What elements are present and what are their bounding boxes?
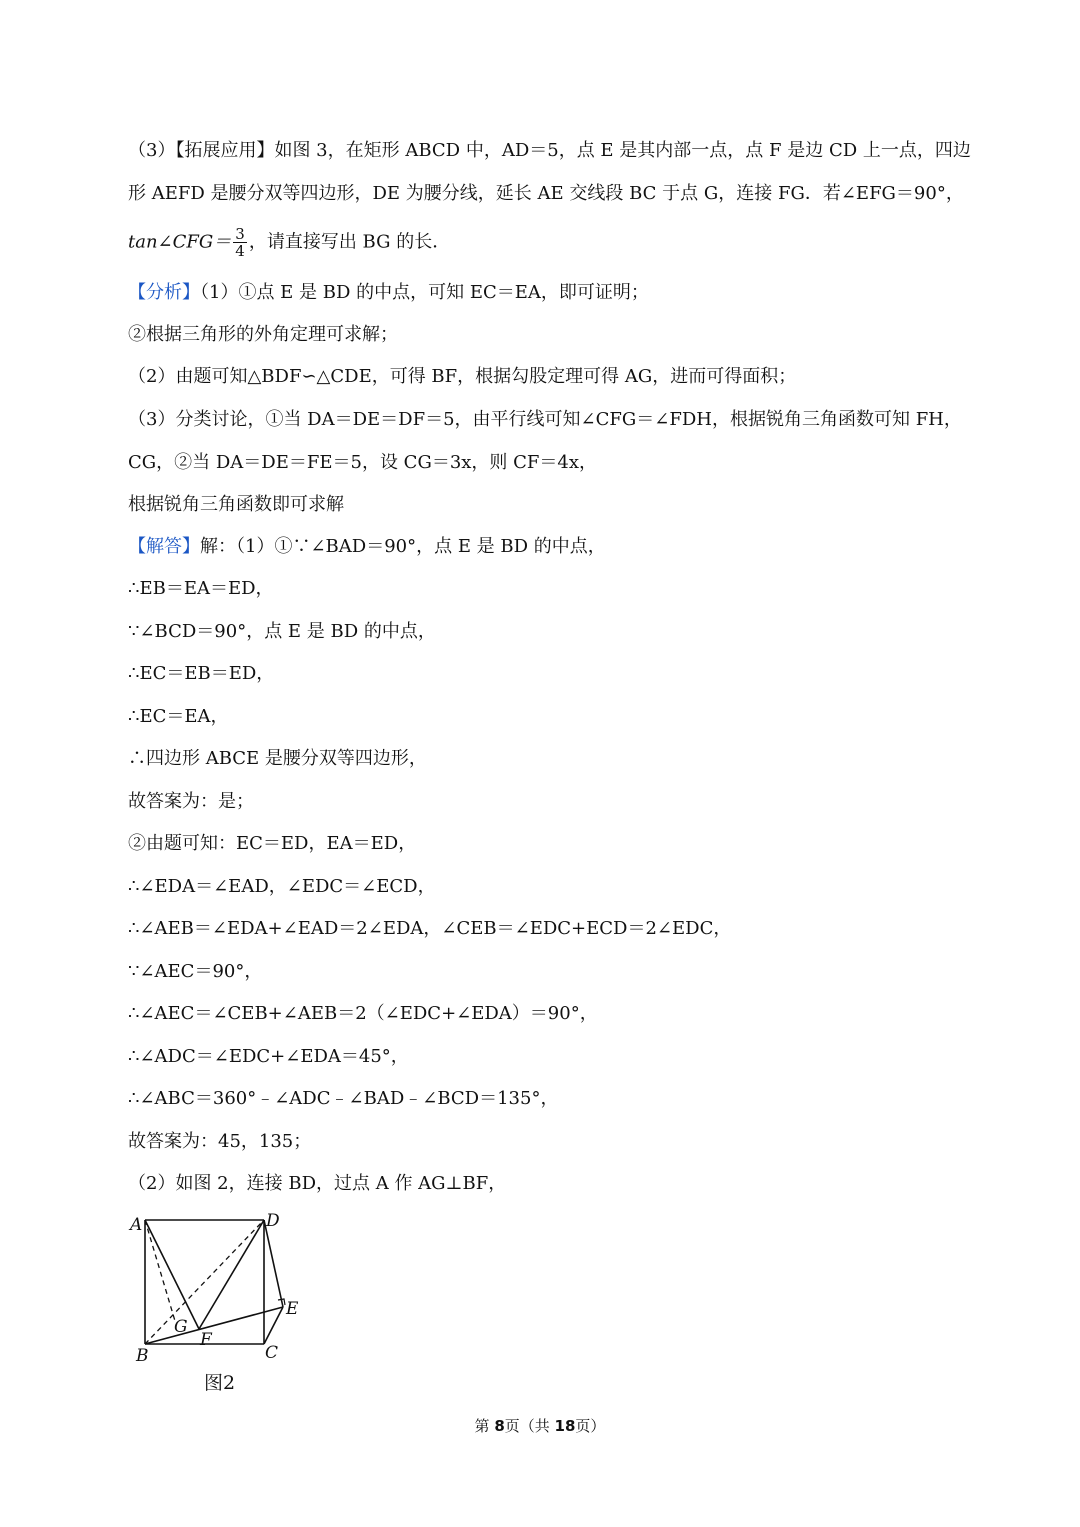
answer-line-5: ∴EC＝EA， bbox=[128, 706, 229, 727]
problem-line-1: （3）【拓展应用】如图 3，在矩形 ABCD 中，AD＝5，点 E 是其内部一点，点 F 是边 CD 上一点，四边 bbox=[128, 140, 971, 161]
answer-line-10: ∴∠AEB＝∠EDA+∠EAD＝2∠EDA，∠CEB＝∠EDC+ECD＝2∠EDC， bbox=[128, 918, 732, 939]
analysis-tag: 【分析】 bbox=[128, 282, 200, 303]
fraction bbox=[233, 226, 247, 259]
answer-line-8: ②由题可知：EC＝ED，EA＝ED， bbox=[128, 833, 417, 854]
analysis-line-2: ②根据三角形的外角定理可求解； bbox=[128, 324, 398, 345]
answer-text-1: 解：（1）①∵∠BAD＝90°，点 E 是 BD 的中点， bbox=[200, 536, 606, 557]
analysis-line-5: CG，②当 DA＝DE＝FE＝5，设 CG＝3x，则 CF＝4x， bbox=[128, 452, 598, 473]
analysis-line-4: （3）分类讨论，①当 DA＝DE＝DF＝5，由平行线可知∠CFG＝∠FDH，根据锐角三角函数可知 FH， bbox=[128, 409, 962, 430]
answer-line-3: ∵∠BCD＝90°，点 E 是 BD 的中点， bbox=[128, 621, 436, 642]
label-e: E bbox=[286, 1299, 299, 1319]
geometry-figure-2 bbox=[128, 1206, 318, 1402]
answer-line-13: ∴∠ADC＝∠EDC+∠EDA＝45°， bbox=[128, 1046, 409, 1067]
fraction-denominator: 4 bbox=[235, 242, 245, 260]
answer-line-11: ∵∠AEC＝90°， bbox=[128, 961, 263, 982]
fraction-numerator: 3 bbox=[235, 225, 245, 243]
answer-tag: 【解答】 bbox=[128, 536, 200, 557]
tan-expression: tan∠CFG＝ bbox=[128, 231, 232, 253]
footer-total-pages: 18 bbox=[554, 1417, 576, 1435]
answer-line-14: ∴∠ABC＝360°﹣∠ADC﹣∠BAD﹣∠BCD＝135°， bbox=[128, 1088, 559, 1109]
answer-line-6: ∴四边形 ABCE 是腰分双等四边形， bbox=[128, 748, 427, 769]
footer-page-number: 8 bbox=[494, 1417, 505, 1435]
page-footer bbox=[0, 1415, 1080, 1437]
label-a: A bbox=[130, 1215, 143, 1235]
answer-line-16: （2）如图 2，连接 BD，过点 A 作 AG⊥BF， bbox=[128, 1173, 507, 1194]
footer-suffix: 页） bbox=[575, 1417, 606, 1435]
label-c: C bbox=[265, 1343, 279, 1363]
analysis-text-1: （1）①点 E 是 BD 的中点，可知 EC＝EA，即可证明； bbox=[200, 282, 649, 303]
answer-line-9: ∴∠EDA＝∠EAD，∠EDC＝∠ECD， bbox=[128, 876, 436, 897]
label-d: D bbox=[266, 1211, 280, 1231]
answer-line-15: 故答案为：45，135； bbox=[128, 1131, 312, 1152]
analysis-line-6: 根据锐角三角函数即可求解 bbox=[128, 494, 344, 515]
label-g: G bbox=[174, 1317, 188, 1337]
problem-line-3 bbox=[128, 226, 988, 259]
footer-middle: 页（共 bbox=[504, 1417, 555, 1435]
label-b: B bbox=[136, 1346, 149, 1366]
answer-line-4: ∴EC＝EB＝ED， bbox=[128, 663, 275, 684]
problem-line-2: 形 AEFD 是腰分双等四边形，DE 为腰分线，延长 AE 交线段 BC 于点 G，连接 FG．若∠EFG＝90°， bbox=[128, 183, 964, 204]
answer-line-12: ∴∠AEC＝∠CEB+∠AEB＝2（∠EDC+∠EDA）＝90°， bbox=[128, 1003, 598, 1024]
answer-line-7: 故答案为：是； bbox=[128, 791, 254, 812]
label-f: F bbox=[200, 1330, 212, 1350]
figure-caption: 图2 bbox=[204, 1372, 236, 1394]
answer-line-1 bbox=[128, 534, 988, 560]
answer-line-2: ∴EB＝EA＝ED， bbox=[128, 578, 274, 599]
footer-prefix: 第 bbox=[474, 1417, 495, 1435]
analysis-line-3: （2）由题可知△BDF∽△CDE，可得 BF，根据勾股定理可得 AG，进而可得面积； bbox=[128, 366, 797, 387]
analysis-line-1 bbox=[128, 280, 988, 306]
problem-line-3-text: ，请直接写出 BG 的长． bbox=[248, 231, 451, 253]
